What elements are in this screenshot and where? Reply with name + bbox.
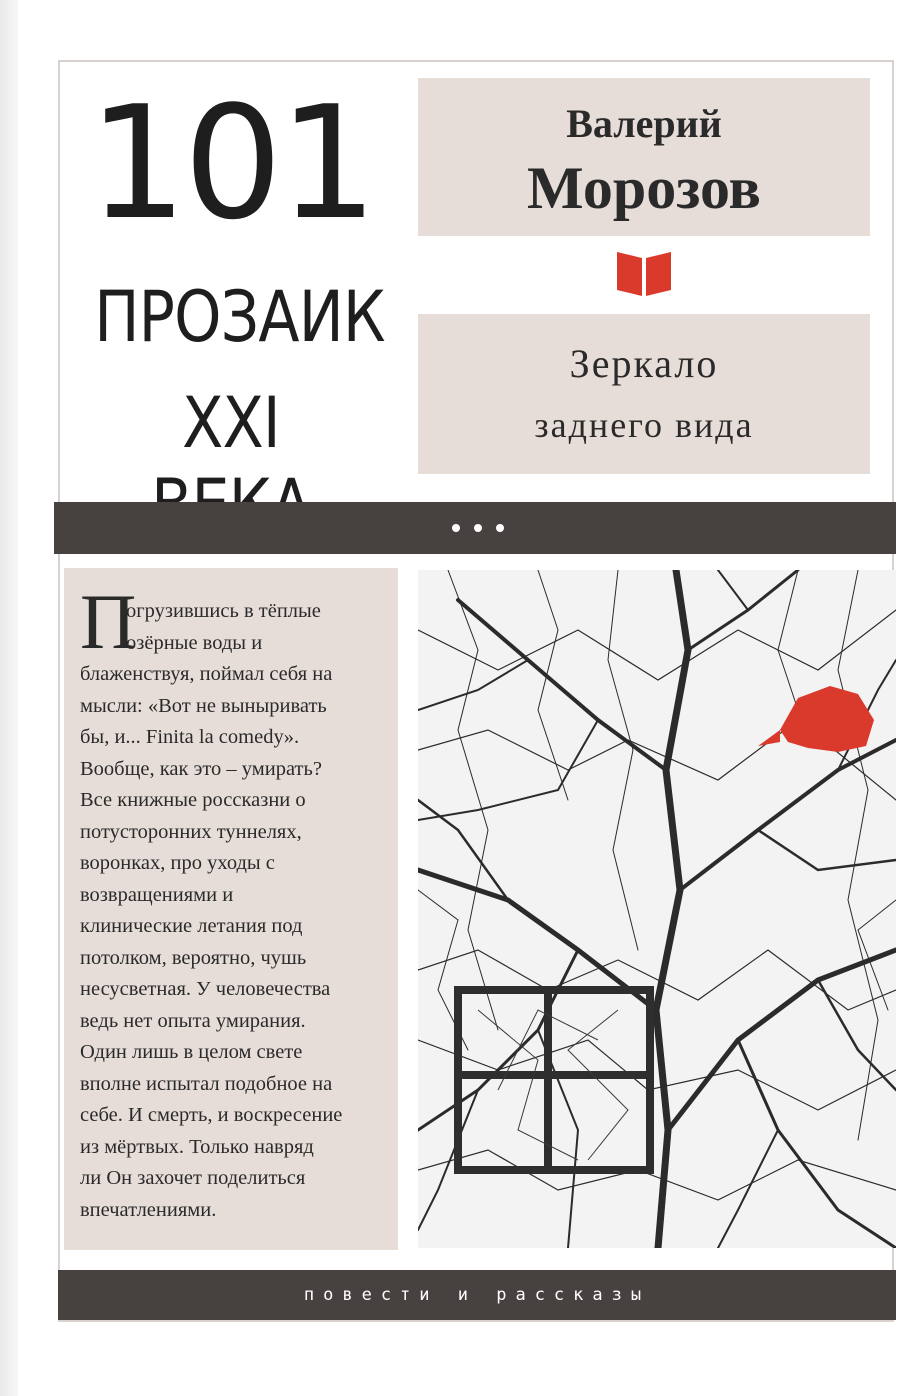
- open-book-icon: [615, 250, 673, 298]
- blurb-line: Все книжные россказни о: [80, 789, 306, 811]
- series-number: 101: [88, 72, 374, 254]
- blurb-line: из мёртвых. Только навряд: [80, 1135, 314, 1158]
- blurb-line: Вообще, как это – умирать?: [80, 757, 322, 780]
- book-title-line-1: Зеркало: [569, 341, 719, 386]
- blurb-line: ли Он захочет поделиться: [80, 1167, 306, 1189]
- blurb-line: воронках, про уходы с: [80, 852, 275, 874]
- blurb-line: Один лишь в целом свете: [80, 1041, 303, 1063]
- blurb-line: потусторонних туннелях,: [80, 820, 302, 843]
- book-spine-edge: [0, 0, 18, 1396]
- blurb-line: потолком, вероятно, чушь: [80, 946, 307, 969]
- blurb-line: клинические летания под: [80, 915, 303, 937]
- tree-branches-photo: [418, 570, 896, 1248]
- series-title-line-1: ПРОЗАИК: [94, 276, 385, 358]
- blurb-dropcap: П: [80, 578, 137, 665]
- book-title-line-2: заднего вида: [534, 405, 754, 445]
- blurb-line: озёрные воды и: [126, 631, 263, 654]
- author-last-name: Морозов: [527, 155, 761, 221]
- blurb-line: возвращениями и: [80, 883, 234, 906]
- blurb-line: вполне испытал подобное на: [80, 1072, 333, 1095]
- blurb-line: ведь нет опыта умирания.: [80, 1009, 306, 1032]
- series-title-line-2: XXI: [182, 382, 280, 464]
- genre-label: повести и рассказы: [303, 1285, 651, 1305]
- blurb-line: мысли: «Вот не выныривать: [80, 694, 327, 717]
- blurb-line: себе. И смерть, и воскресение: [80, 1104, 343, 1126]
- blurb-line: несусветная. У человечества: [80, 978, 331, 1000]
- blurb-line: огрузившись в тёплые: [126, 600, 321, 622]
- title-panel: [418, 314, 870, 474]
- blurb-line: впечатлениями.: [80, 1198, 217, 1221]
- author-first-name: Валерий: [566, 101, 722, 146]
- ellipsis-dots-icon: [452, 522, 504, 534]
- author-panel: [418, 78, 870, 236]
- blurb-line: блаженствуя, поймал себя на: [80, 663, 333, 685]
- blurb-line: бы, и... Finita la comedy».: [80, 726, 300, 748]
